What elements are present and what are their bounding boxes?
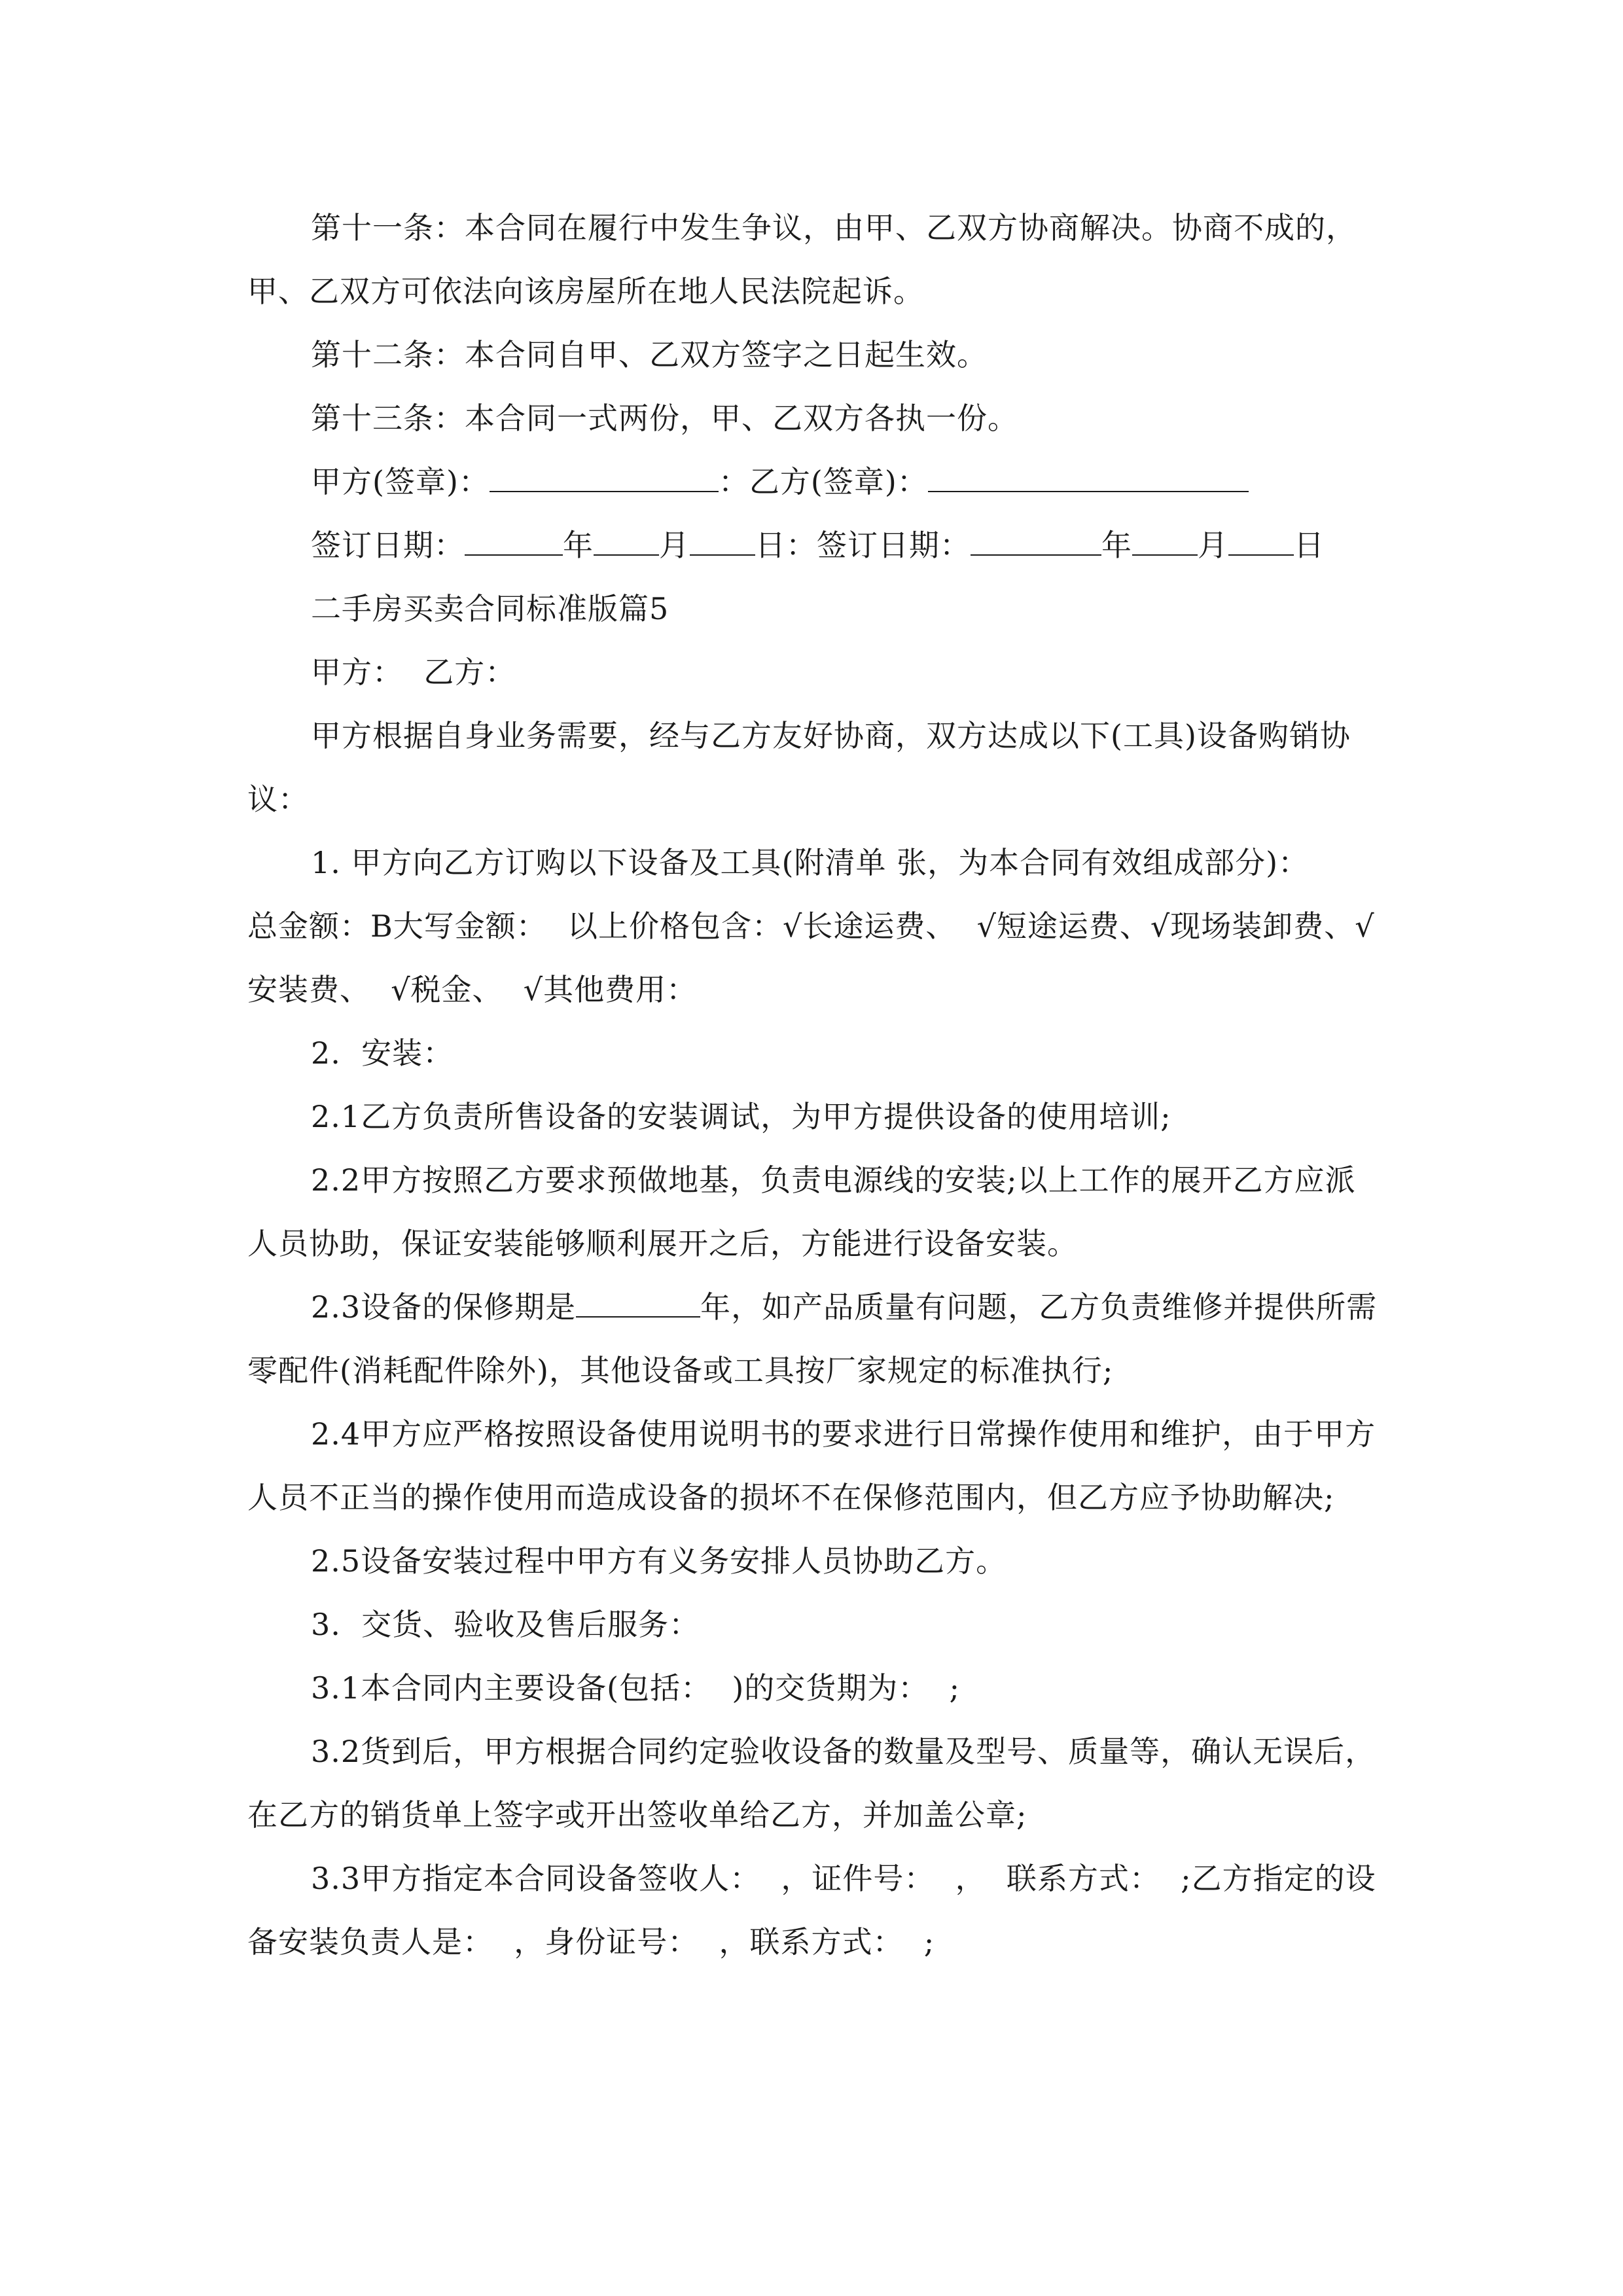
item-3-1: 3.1本合同内主要设备(包括： )的交货期为： ; xyxy=(311,1670,961,1706)
signature-line xyxy=(247,450,1386,514)
article-11: 第十一条：本合同在履行中发生争议，由甲、乙双方协商解决。协商不成的，甲、乙双方可依法向该房屋所在地人民法院起诉。 xyxy=(247,210,1357,309)
signing-date-line xyxy=(247,514,1386,577)
signing-date-label-b: 签订日期： xyxy=(817,528,971,563)
warranty-years-blank[interactable] xyxy=(576,1290,700,1318)
item-2-3-text-b: 年，如产品质量有问题，乙方负责维修并提供所需零配件(消耗配件除外)，其他设备或工具按厂家规定的标准执行; xyxy=(247,1289,1378,1388)
day-label-a: 日： xyxy=(755,528,817,563)
item-2-2: 2.2甲方按照乙方要求预做地基，负责电源线的安装;以上工作的展开乙方应派人员协助，保证安装能够顺利展开之后，方能进行设备安装。 xyxy=(247,1162,1356,1261)
item-2-1: 2.1乙方负责所售设备的安装调试，为甲方提供设备的使用培训; xyxy=(311,1099,1171,1134)
signing-date-label-a: 签订日期： xyxy=(311,528,465,563)
month-label-a: 月 xyxy=(659,528,690,563)
item-2-3 xyxy=(247,1276,1386,1403)
item-2-4: 2.4甲方应严格按照设备使用说明书的要求进行日常操作使用和维护，由于甲方人员不正当的操作使用而造成设备的损坏不在保修范围内，但乙方应予协助解决; xyxy=(247,1416,1376,1515)
article-13: 第十三条：本合同一式两份，甲、乙双方各执一份。 xyxy=(311,401,1018,436)
party-b-signature-blank[interactable] xyxy=(928,465,1249,492)
party-a-signature-label: 甲方(签章)： xyxy=(311,464,490,499)
month-blank-b[interactable] xyxy=(1132,528,1198,556)
item-2-5: 2.5设备安装过程中甲方有义务安排人员协助乙方。 xyxy=(311,1543,1007,1579)
month-label-b: 月 xyxy=(1198,528,1228,563)
year-label-a: 年 xyxy=(563,528,594,563)
day-blank-b[interactable] xyxy=(1228,528,1294,556)
month-blank-a[interactable] xyxy=(594,528,659,556)
party-a-signature-blank[interactable] xyxy=(490,465,719,492)
parties-line: 甲方： 乙方： xyxy=(311,655,516,690)
document-body xyxy=(247,196,1386,1974)
day-blank-a[interactable] xyxy=(690,528,755,556)
intro-paragraph: 甲方根据自身业务需要，经与乙方友好协商，双方达成以下(工具)设备购销协议： xyxy=(247,718,1351,817)
item-2-3-text-a: 2.3设备的保修期是 xyxy=(311,1289,577,1325)
section-title: 二手房买卖合同标准版篇5 xyxy=(311,591,669,626)
article-12: 第十二条：本合同自甲、乙双方签字之日起生效。 xyxy=(311,337,988,372)
party-b-signature-label: ：乙方(签章)： xyxy=(718,464,928,499)
year-blank-a[interactable] xyxy=(465,528,563,556)
item-1: 1. 甲方向乙方订购以下设备及工具(附清单 张，为本合同有效组成部分)： xyxy=(311,845,1310,880)
day-label-b: 日 xyxy=(1294,528,1325,563)
year-blank-b[interactable] xyxy=(971,528,1101,556)
item-2-heading: 2. 安装： xyxy=(311,1035,454,1071)
item-1-continued: 总金额：B大写金额： 以上价格包含：√长途运费、 √短途运费、√现场装卸费、√安装费、 √税金、 √其他费用： xyxy=(247,908,1375,1007)
item-3-2: 3.2货到后，甲方根据合同约定验收设备的数量及型号、质量等，确认无误后，在乙方的销货单上签字或开出签收单给乙方，并加盖公章; xyxy=(247,1734,1376,1833)
year-label-b: 年 xyxy=(1101,528,1132,563)
item-3-heading: 3. 交货、验收及售后服务： xyxy=(311,1607,700,1642)
item-3-3: 3.3甲方指定本合同设备签收人： ，证件号： ， 联系方式： ;乙方指定的设备安装负责人是： ，身份证号： ，联系方式： ; xyxy=(247,1861,1376,1960)
